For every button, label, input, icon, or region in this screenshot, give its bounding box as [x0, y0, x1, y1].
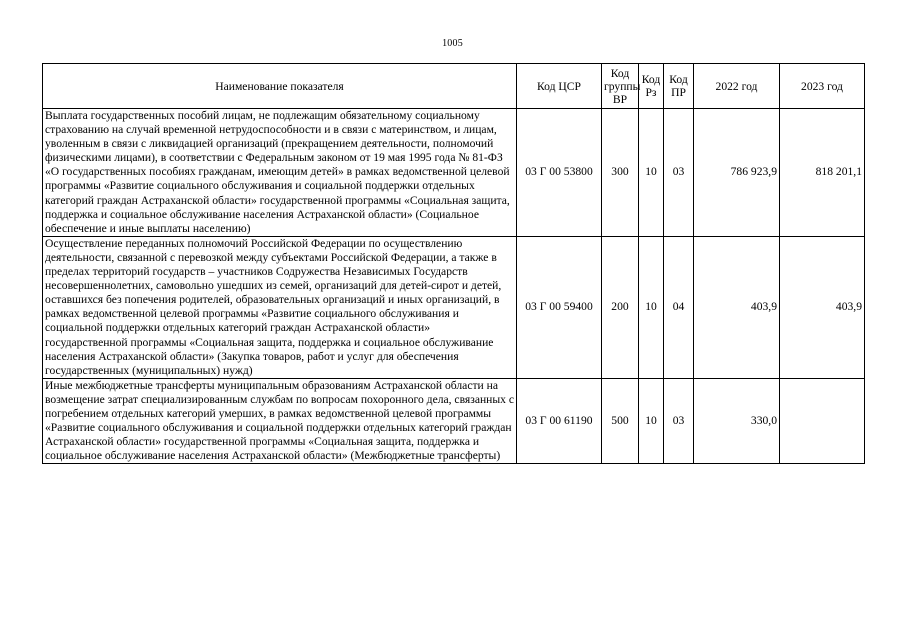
row-2022: 330,0	[694, 378, 780, 464]
row-pr: 03	[664, 378, 694, 464]
row-csr: 03 Г 00 53800	[517, 109, 602, 237]
header-pr: Код ПР	[664, 64, 694, 109]
table-header	[43, 64, 865, 109]
row-name: Осуществление переданных полномочий Российской Федерации по осуществлению деятельности, связанной с перевозкой между субъектами Российской Федерации, а также в пределах территорий государств – участников Содружества Независимых Государств несовершеннолетних, самовольно ушедших из семей, организаций для детей-сирот и детей, оставшихся без попечения родителей, образовательных организаций и иных организаций, в рамках ведомственной целевой программы «Развитие социального обслуживания и социальной поддержки отдельных категорий граждан Астраханской области» государственной программы «Социальная защита, поддержка и социальное обслуживание населения Астраханской области» (Закупка товаров, работ и услуг для обеспечения государственных (муниципальных) нужд)	[43, 236, 517, 378]
row-2022: 403,9	[694, 236, 780, 378]
header-2022: 2022 год	[694, 64, 780, 109]
header-2023: 2023 год	[780, 64, 865, 109]
row-vr: 200	[602, 236, 639, 378]
row-rz: 10	[639, 109, 664, 237]
header-csr: Код ЦСР	[517, 64, 602, 109]
row-2023: 818 201,1	[780, 109, 865, 237]
row-2023: 403,9	[780, 236, 865, 378]
row-name: Иные межбюджетные трансферты муниципальным образованиям Астраханской области на возмещение затрат специализированным службам по вопросам похоронного дела, связанных с погребением отдельных категорий умерших, в рамках ведомственной целевой программы «Развитие социального обслуживания и социальной поддержки отдельных категорий граждан Астраханской области» государственной программы «Социальная защита, поддержка и социальное обслуживание населения Астраханской области» (Межбюджетные трансферты)	[43, 378, 517, 464]
row-2022: 786 923,9	[694, 109, 780, 237]
row-name: Выплата государственных пособий лицам, не подлежащим обязательному социальному страхованию на случай временной нетрудоспособности и в связи с материнством, и лицам, уволенным в связи с ликвидацией организаций (прекращением деятельности, полномочий физическими лицами), в соответствии с Федеральным законом от 19 мая 1995 года № 81-ФЗ «О государственных пособиях гражданам, имеющим детей» в рамках ведомственной целевой программы «Развитие социального обслуживания и социальной поддержки отдельных категорий граждан Астраханской области» государственной программы «Социальная защита, поддержка и социальное обслуживание населения Астраханской области» (Социальное обеспечение и иные выплаты населению)	[43, 109, 517, 237]
row-csr: 03 Г 00 59400	[517, 236, 602, 378]
budget-table	[42, 63, 865, 464]
table-body	[43, 109, 865, 464]
row-rz: 10	[639, 378, 664, 464]
table-row	[43, 109, 865, 237]
header-vr: Код группы ВР	[602, 64, 639, 109]
page-number: 1005	[442, 38, 463, 49]
row-vr: 500	[602, 378, 639, 464]
header-rz: Код Рз	[639, 64, 664, 109]
row-pr: 03	[664, 109, 694, 237]
table-row	[43, 378, 865, 464]
row-pr: 04	[664, 236, 694, 378]
header-name: Наименование показателя	[43, 64, 517, 109]
table-row	[43, 236, 865, 378]
row-csr: 03 Г 00 61190	[517, 378, 602, 464]
row-rz: 10	[639, 236, 664, 378]
header-row	[43, 64, 865, 109]
row-2023	[780, 378, 865, 464]
row-vr: 300	[602, 109, 639, 237]
